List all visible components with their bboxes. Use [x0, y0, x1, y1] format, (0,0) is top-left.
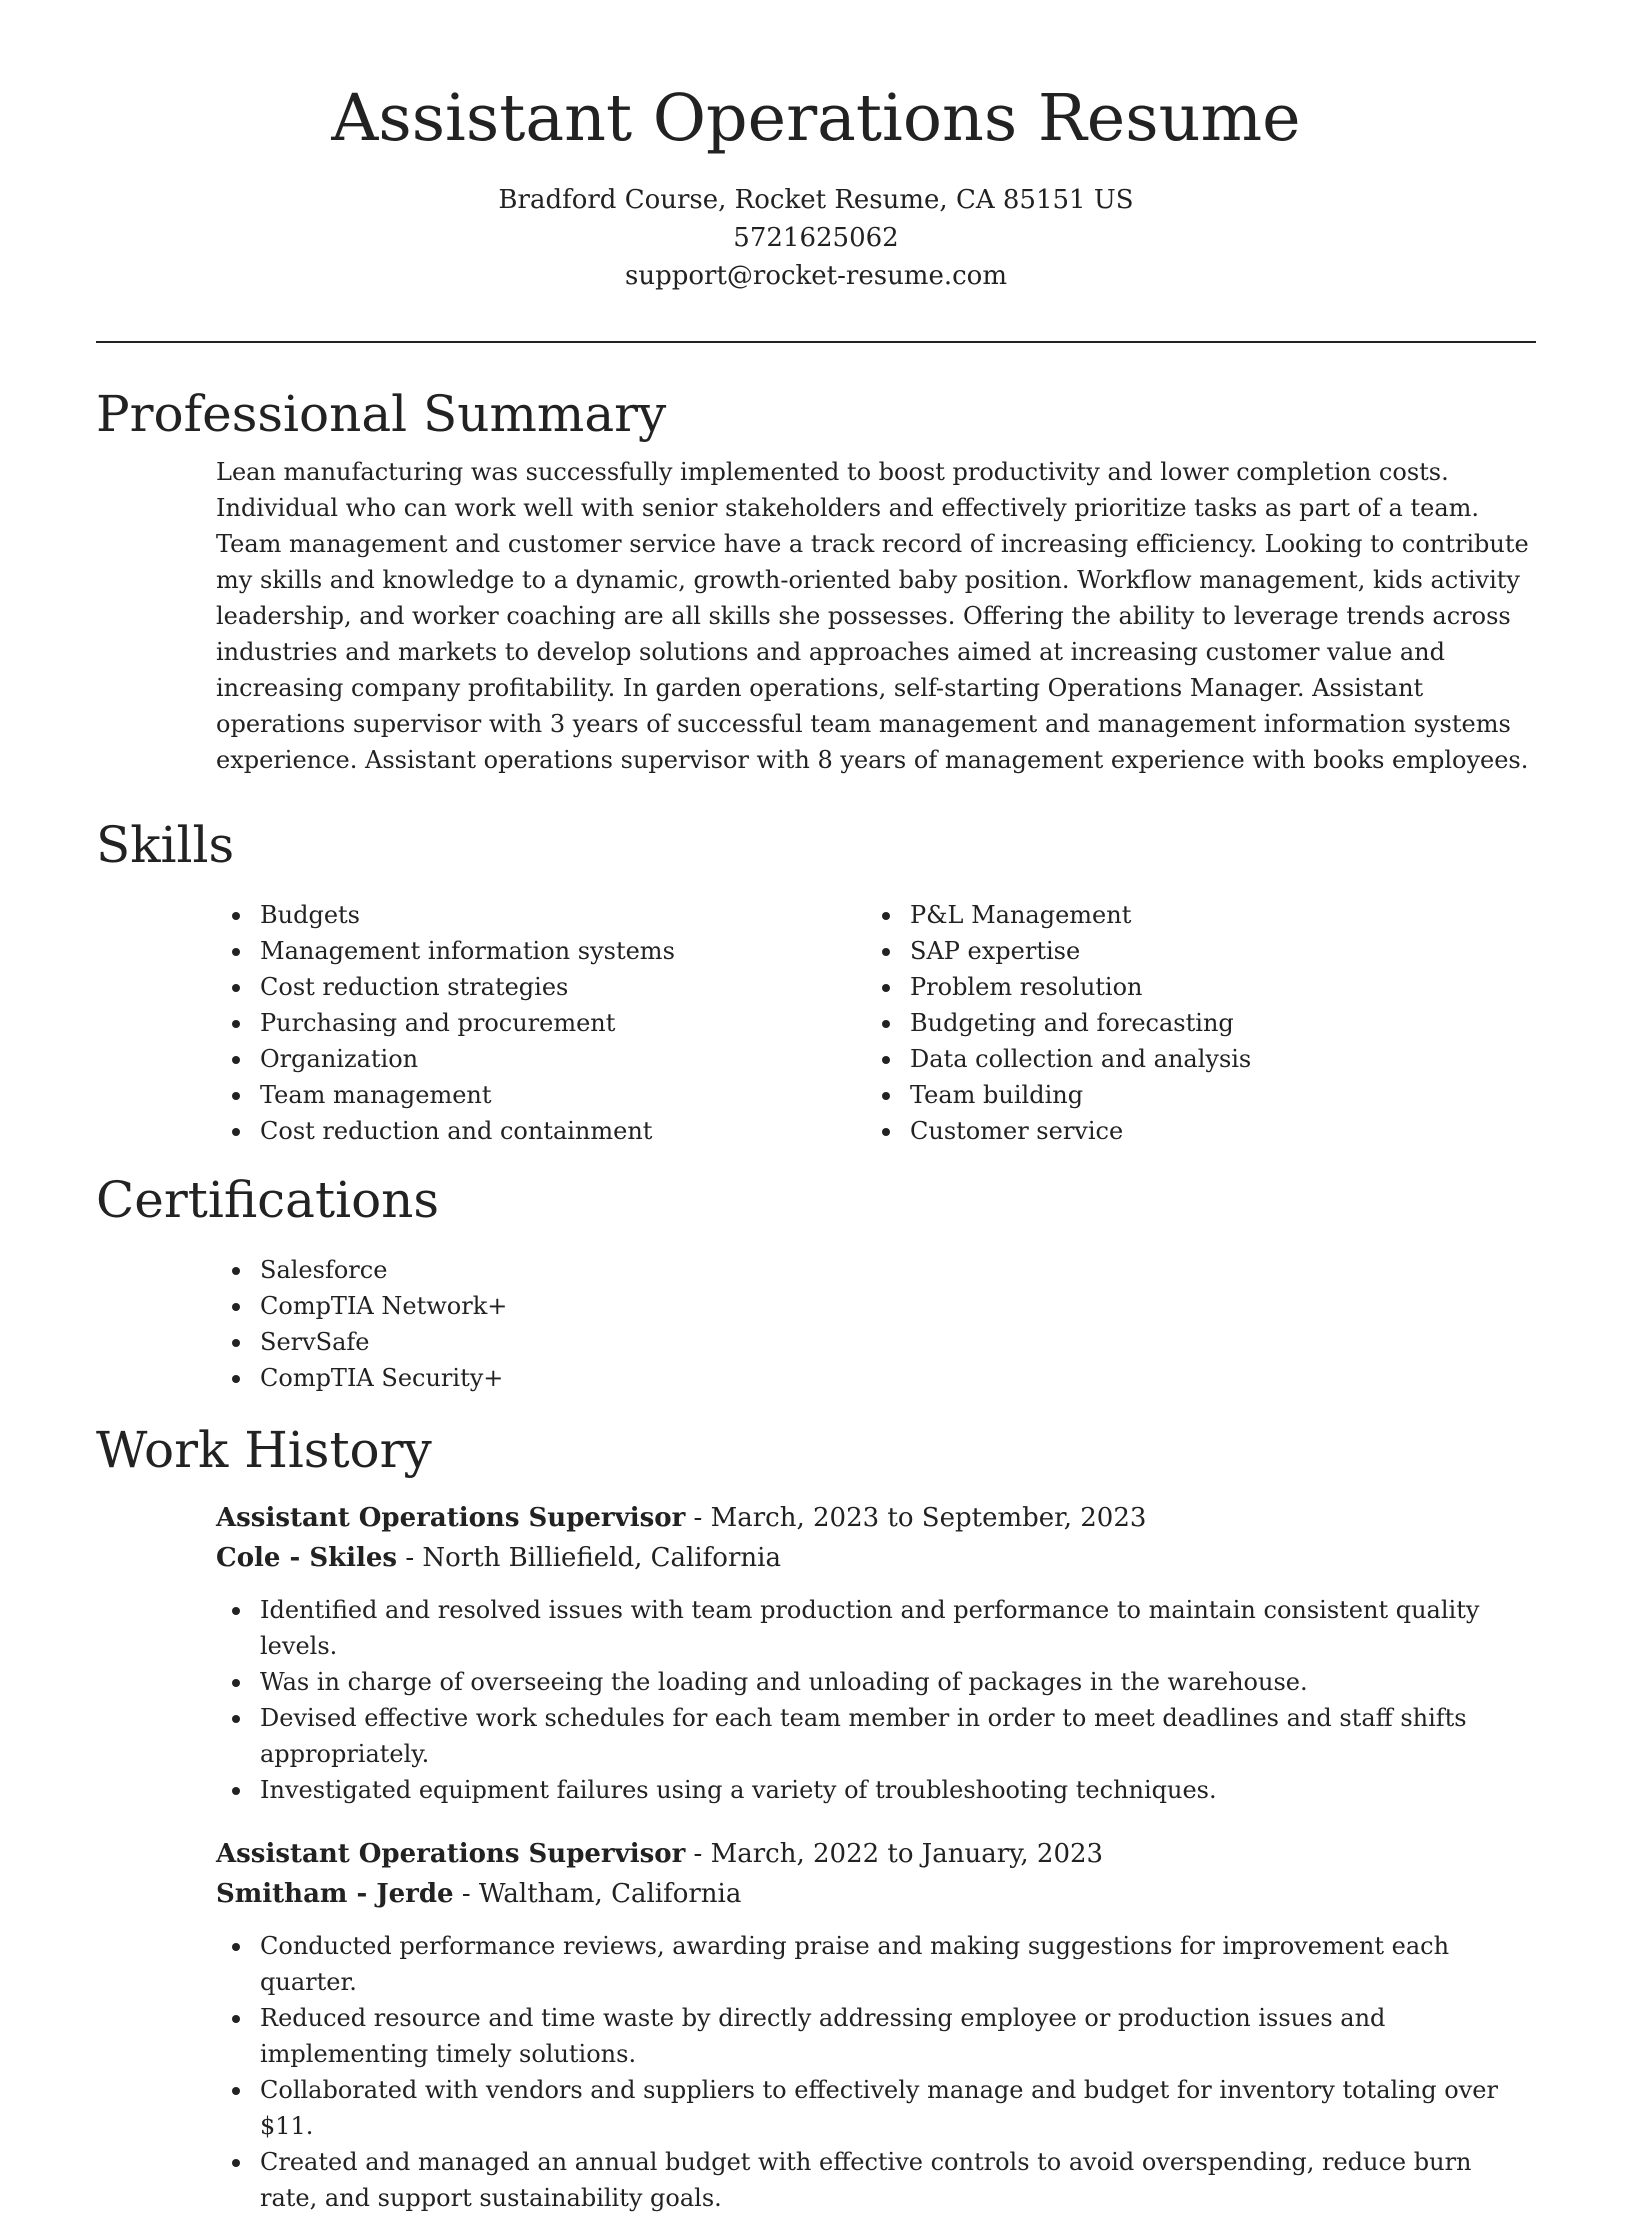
job-title: Assistant Operations Supervisor: [216, 1839, 686, 1869]
skills-left-list: [216, 897, 866, 1149]
skill-item: Budgets: [216, 897, 866, 933]
job-bullet: Devised effective work schedules for each team member in order to meet deadlines and staff shifts appropriately.: [216, 1700, 1536, 1772]
job-bullet: Investigated equipment failures using a variety of troubleshooting techniques.: [216, 1772, 1536, 1808]
job-location: - Waltham, California: [453, 1879, 742, 1909]
certification-item: CompTIA Network+: [216, 1288, 1536, 1324]
job-bullet: Identified and resolved issues with team production and performance to maintain consistent quality levels.: [216, 1592, 1536, 1664]
certifications-list: [216, 1252, 1536, 1396]
work-history-section: [96, 1420, 1536, 2216]
summary-text: Lean manufacturing was successfully implemented to boost productivity and lower completion costs. Individual who can work well with senior stakeholders and effectively prioritize tasks as part of a team. Team management and customer service have a track record of increasing efficiency. Looking to contribute my skills and knowledge to a dynamic, growth-oriented baby position. Workflow management, kids activity leadership, and worker coaching are all skills she possesses. Offering the ability to leverage trends across industries and markets to develop solutions and approaches aimed at increasing customer value and increasing company profitability. In garden operations, self-starting Operations Manager. Assistant operations supervisor with 3 years of successful team management and management information systems experience. Assistant operations supervisor with 8 years of management experience with books employees.: [216, 458, 1529, 774]
job-bullet: Reduced resource and time waste by directly addressing employee or production issues and implementing timely solutions.: [216, 2000, 1536, 2072]
skill-item: Organization: [216, 1041, 866, 1077]
skill-item: Cost reduction and containment: [216, 1113, 866, 1149]
skills-heading: Skills: [96, 816, 235, 874]
job-bullet: Was in charge of overseeing the loading and unloading of packages in the warehouse.: [216, 1664, 1536, 1700]
skill-item: Team building: [866, 1077, 1516, 1113]
summary-section: [96, 384, 1536, 778]
job-title-line: [216, 1834, 1536, 1874]
skills-section: [96, 815, 1536, 1149]
job-bullets: [216, 1928, 1536, 2216]
job-bullet: Collaborated with vendors and suppliers to effectively manage and budget for inventory totaling over $11.: [216, 2072, 1536, 2144]
skills-columns: [216, 897, 1536, 1149]
skill-item: Team management: [216, 1077, 866, 1113]
skills-right-list: [866, 897, 1516, 1149]
summary-heading: Professional Summary: [96, 385, 667, 443]
contact-phone: 5721625062: [733, 222, 899, 253]
skill-item: SAP expertise: [866, 933, 1516, 969]
job-company-line: [216, 1538, 1536, 1578]
job-entry: [216, 1498, 1536, 1578]
resume-header: [0, 0, 1632, 295]
job-entry: [216, 1834, 1536, 1914]
contact-address: Bradford Course, Rocket Resume, CA 85151 US: [498, 184, 1134, 215]
job-title-line: [216, 1498, 1536, 1538]
skill-item: Data collection and analysis: [866, 1041, 1516, 1077]
skill-item: Cost reduction strategies: [216, 969, 866, 1005]
certifications-heading: Certifications: [96, 1171, 440, 1229]
job-dates: - March, 2023 to September, 2023: [685, 1503, 1147, 1533]
header-divider: [96, 341, 1536, 343]
job-bullets: [216, 1592, 1536, 1808]
resume-title: Assistant Operations Resume: [331, 81, 1301, 156]
contact-email: support@rocket-resume.com: [624, 260, 1007, 291]
job-company: Cole - Skiles: [216, 1543, 398, 1573]
work-history-heading: Work History: [96, 1421, 432, 1479]
skill-item: Purchasing and procurement: [216, 1005, 866, 1041]
skill-item: Management information systems: [216, 933, 866, 969]
job-bullet: Created and managed an annual budget with effective controls to avoid overspending, reduce burn rate, and support sustainability goals.: [216, 2144, 1536, 2216]
job-company-line: [216, 1874, 1536, 1914]
job-title: Assistant Operations Supervisor: [216, 1503, 686, 1533]
certification-item: Salesforce: [216, 1252, 1536, 1288]
job-dates: - March, 2022 to January, 2023: [685, 1839, 1104, 1869]
skill-item: Problem resolution: [866, 969, 1516, 1005]
job-bullet: Conducted performance reviews, awarding praise and making suggestions for improvement each quarter.: [216, 1928, 1536, 2000]
job-location: - North Billiefield, California: [397, 1543, 781, 1573]
certification-item: ServSafe: [216, 1324, 1536, 1360]
certifications-section: [96, 1170, 1536, 1396]
job-company: Smitham - Jerde: [216, 1879, 454, 1909]
skill-item: Customer service: [866, 1113, 1516, 1149]
skill-item: P&L Management: [866, 897, 1516, 933]
skill-item: Budgeting and forecasting: [866, 1005, 1516, 1041]
certification-item: CompTIA Security+: [216, 1360, 1536, 1396]
